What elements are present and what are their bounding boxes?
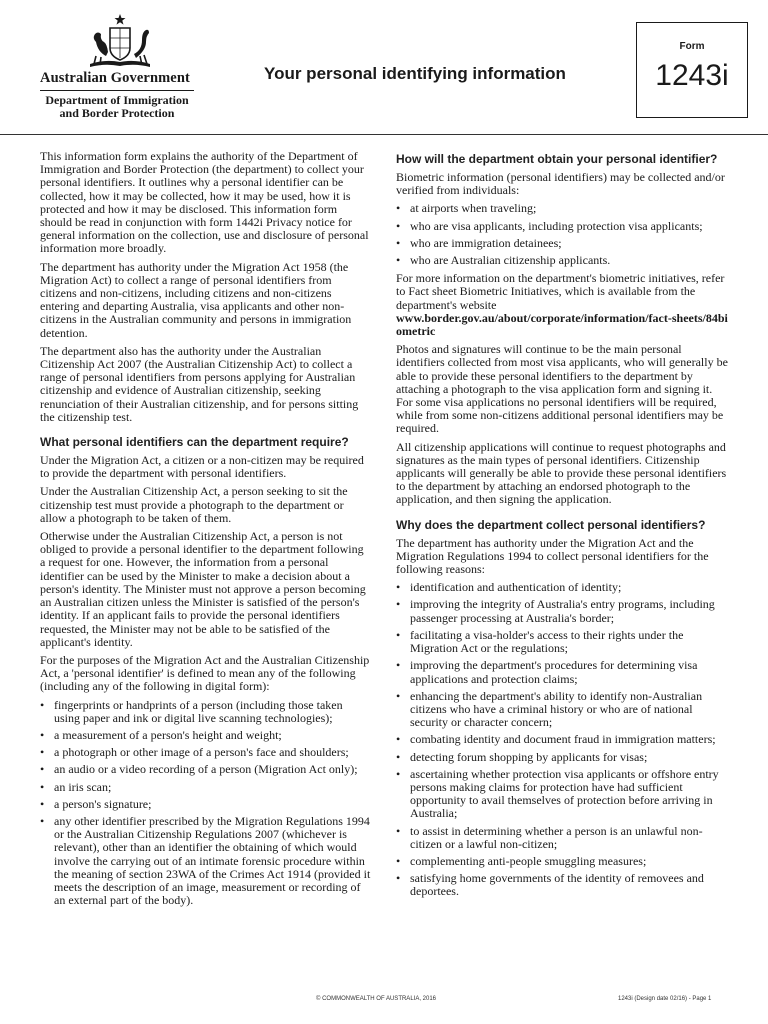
government-name: Australian Government xyxy=(40,70,190,86)
section-heading-why: Why does the department collect personal identifiers? xyxy=(396,517,706,532)
why-paragraph: The department has authority under the Migration Act and the Migration Regulations 1994 to collect personal identifiers for the following reasons: xyxy=(396,535,709,577)
list-item: • facilitating a visa-holder's access to their rights under the Migration Act or the regulations; xyxy=(396,629,728,655)
footer-page-reference: 1243i (Design date 02/16) - Page 1 xyxy=(618,996,712,1002)
list-item: • who are visa applicants, including protection visa applicants; xyxy=(396,220,728,233)
section-heading-require: What personal identifiers can the department require? xyxy=(40,435,349,450)
intro-paragraph: This information form explains the authority of the Department of Immigration and Border Protection (the department) to collect your personal identifiers. It outlines why a personal identifier can be collected, how it may be collected, how it may be used, how it is protected and how it may be disclosed. This information form should be read in conjunction with form 1442i Privacy notice for general information on the collection, use and disclosure of personal information more broadly. xyxy=(40,149,369,256)
obtain-list xyxy=(396,202,728,267)
list-item: • to assist in determining whether a person is an unlawful non-citizen or a lawful non-citizen; xyxy=(396,825,728,851)
require-paragraph: Otherwise under the Australian Citizenship Act, a person is not obliged to provide a personal identifier to the department following a request for one. However, the information from a personal identifier can be used by the Minister to make a decision about a person's identity. The Minister must not approve a person becoming an Australian citizen unless the Minister is satisfied of the person's identity. If an applicant fails to provide the personal identifiers requested, the Minister may not be able to be satisfied of the applicant's identity. xyxy=(40,529,366,649)
obtain-paragraph: Photos and signatures will continue to be the main personal identifiers collected from most visa applicants, who will generally be able to provide these personal identifiers to the department by attaching a photograph to the visa application form and signing it. For some visa applications no personal identifiers will be required, while from some non-citizens additional personal identifiers may be required. xyxy=(396,342,728,436)
list-item: • identification and authentication of identity; xyxy=(396,581,728,594)
list-item: • an iris scan; xyxy=(40,781,371,794)
list-item: • complementing anti-people smuggling measures; xyxy=(396,855,728,868)
department-line-2: and Border Protection xyxy=(59,106,175,120)
list-item: • ascertaining whether protection visa applicants or offshore entry persons making claims for protection have had sufficient opportunity to avail themselves of protection before arriving in Australia; xyxy=(396,768,728,821)
intro-paragraph: The department has authority under the Migration Act 1958 (the Migration Act) to collect a range of personal identifiers from citizens and non-citizens, including citizens and non-citizens entering and departing Australia, visa applicants and other non-citizens in the Australian community and persons in immigration detention. xyxy=(40,259,352,340)
obtain-paragraph: All citizenship applications will continue to request photographs and signatures as the main types of personal identifiers. Citizenship applicants will generally be able to provide these personal identifiers to the department by attaching an endorsed photograph to the application, and then signing the application. xyxy=(396,439,727,507)
website-link[interactable]: www.border.gov.au/about/corporate/information/fact-sheets/84biometric xyxy=(396,310,728,339)
section-heading-obtain: How will the department obtain your personal identifier? xyxy=(396,152,718,166)
list-item: • an audio or a video recording of a person (Migration Act only); xyxy=(40,763,371,776)
left-column xyxy=(40,150,371,912)
require-paragraph: Under the Migration Act, a citizen or a non-citizen may be required to provide the department with personal identifiers. xyxy=(40,453,364,481)
list-item: • detecting forum shopping by applicants for visas; xyxy=(396,751,728,764)
reasons-list xyxy=(396,581,728,898)
list-item: • improving the integrity of Australia's entry programs, including passenger processing at Australia's border; xyxy=(396,598,728,624)
department-line-1: Department of Immigration xyxy=(45,93,189,107)
list-item: • a photograph or other image of a person's face and shoulders; xyxy=(40,746,371,759)
right-column xyxy=(396,152,728,904)
header-divider xyxy=(0,134,768,135)
list-item: • any other identifier prescribed by the Migration Regulations 1994 or the Australian Citizenship Regulations 2007 (whichever is relevant), other than an identifier the obtaining of which would involve the carrying out of an intimate forensic procedure within the meaning of section 23WA of the Crimes Act 1914 (provided it meets the description of an image, measurement or recording of an external part of the body). xyxy=(40,815,371,907)
government-divider xyxy=(40,90,194,91)
obtain-paragraph: For more information on the department's biometric initiatives, refer to Fact sheet Biometric Initiatives, which is available from the department's website xyxy=(396,271,725,312)
list-item: • fingerprints or handprints of a person (including those taken using paper and ink or digital live scanning technologies); xyxy=(40,699,371,725)
identifier-list xyxy=(40,699,371,908)
list-item: • a measurement of a person's height and weight; xyxy=(40,729,371,742)
list-item: • enhancing the department's ability to identify non-Australian citizens who have a criminal history or who are of national security or character concern; xyxy=(396,690,728,730)
require-paragraph: For the purposes of the Migration Act and the Australian Citizenship Act, a 'personal identifier' is defined to mean any of the following (including any of the following in digital form): xyxy=(40,652,370,694)
form-number-box xyxy=(636,22,748,118)
list-item: • combating identity and document fraud in immigration matters; xyxy=(396,733,728,746)
form-label: Form xyxy=(679,41,705,52)
intro-paragraph: The department also has the authority under the Australian Citizenship Act 2007 (the Australian Citizenship Act) to collect a range of personal identifiers from persons applying for Australian citizenship and evidence of Australian citizenship, seeking renunciation of their Australian citizenship, and for persons sitting the citizenship test. xyxy=(40,343,359,424)
coat-of-arms-icon xyxy=(70,12,170,70)
department-name xyxy=(40,94,194,120)
list-item: • at airports when traveling; xyxy=(396,202,728,215)
list-item: • who are immigration detainees; xyxy=(396,237,728,250)
page-header xyxy=(0,0,768,135)
list-item: • a person's signature; xyxy=(40,798,371,811)
list-item: • satisfying home governments of the identity of removees and deportees. xyxy=(396,872,728,898)
footer-copyright: © COMMONWEALTH OF AUSTRALIA, 2016 xyxy=(316,996,436,1002)
form-number: 1243i xyxy=(655,59,729,92)
list-item: • who are Australian citizenship applicants. xyxy=(396,254,728,267)
list-item: • improving the department's procedures for determining visa applications and protection claims; xyxy=(396,659,728,685)
require-paragraph: Under the Australian Citizenship Act, a person seeking to sit the citizenship test must provide a photograph to the department or allow a photograph to be taken of them. xyxy=(40,484,348,525)
page-title: Your personal identifying information xyxy=(264,64,566,83)
obtain-paragraph: Biometric information (personal identifiers) may be collected and/or verified from individuals: xyxy=(396,170,725,198)
